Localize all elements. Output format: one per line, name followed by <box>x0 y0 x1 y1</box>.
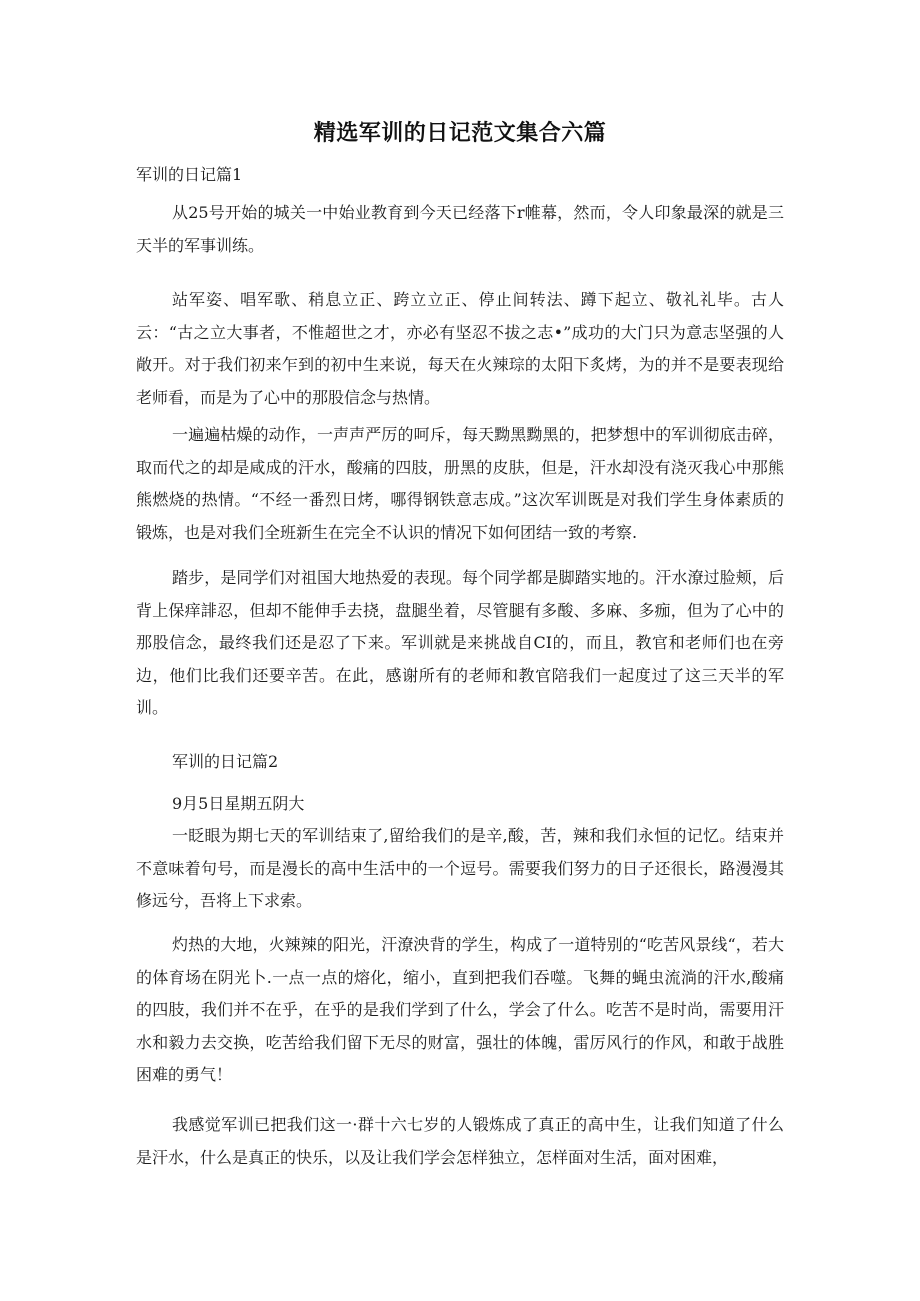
paragraph-5: 一眨眼为期七天的军训结束了,留给我们的是辛,酸，苦，辣和我们永恒的记忆。结束并不意味着句号，而是漫长的高中生活中的一个逗号。需要我们努力的日子还很长，路漫漫其修远兮，吾将上下求索。 <box>136 826 784 910</box>
section-heading-1: 军训的日记篇1 <box>136 165 243 184</box>
document-title: 精选军训的日记范文集合六篇 <box>313 121 607 146</box>
paragraph-2: 站军姿、唱军歌、稍息立正、跨立立正、停止间转法、蹲下起立、敬礼礼毕。古人云：“古之立大事者，不惟超世之才，亦必有坚忍不拔之志•”成功的大门只为意志坚强的人敞开。对于我们初来乍到的初中生来说，每天在火辣琮的太阳下炙烤，为的并不是要表现给老师看，而是为了心中的那股信念与热情。 <box>136 290 784 407</box>
paragraph-7: 我感觉军训已把我们这一·群十六七岁的人锻炼成了真正的高中生，让我们知道了什么是汗水，什么是真正的快乐，以及让我们学会怎样独立，怎样面对生活，面对困难， <box>136 1115 784 1167</box>
paragraph-1: 从25号开始的城关一中始业教育到今天已经落下r帷幕，然而，令人印象最深的就是三天半的军事训练。 <box>136 203 784 255</box>
paragraph-6: 灼热的大地，火辣辣的阳光，汗潦泱背的学生，构成了一道特别的“吃苦风景线“，若大的体育场在阴光卜.一点一点的熔化，缩小，直到把我们吞噬。飞舞的蝇虫流淌的汗水,酸痛的四肢，我们并不在乎，在乎的是我们学到了什么，学会了什么。吃苦不是时尚，需要用汗水和毅力去交换，吃苦给我们留下无尽的财富，强壮的体魄，雷厉风行的作风，和敢于战胜困难的勇气！ <box>136 935 784 1084</box>
paragraph-3: 一遍遍枯燥的动作，一声声严厉的呵斥，每天黝黑黝黑的，把梦想中的军训彻底击碎，取而代之的却是咸成的汗水，酸痛的四肢，册黑的皮肤，但是，汗水却没有浇灭我心中那熊熊燃烧的热情。“不经一番烈日烤，哪得钢铁意志成。”这次军训既是对我们学生身体素质的锻炼，也是对我们全班新生在完全不认识的情况下如何团结一致的考察. <box>136 425 784 542</box>
date-line: 9月5日星期五阴大 <box>172 794 305 813</box>
paragraph-4: 踏步，是同学们对祖国大地热爱的表现。每个同学都是脚踏实地的。汗水潦过脸颊，后背上保痒誹忍，但却不能伸手去挠，盘腿坐着，尽管腿有多酸、多麻、多痂，但为了心中的那股信念，最终我们还是忍了下来。军训就是来挑战自CI的，而且，教官和老师们也在旁边，他们比我们还要辛苦。在此，感谢所有的老师和教官陪我们一起度过了这三天半的军训。 <box>136 568 784 717</box>
section-heading-2: 军训的日记篇2 <box>172 752 279 771</box>
